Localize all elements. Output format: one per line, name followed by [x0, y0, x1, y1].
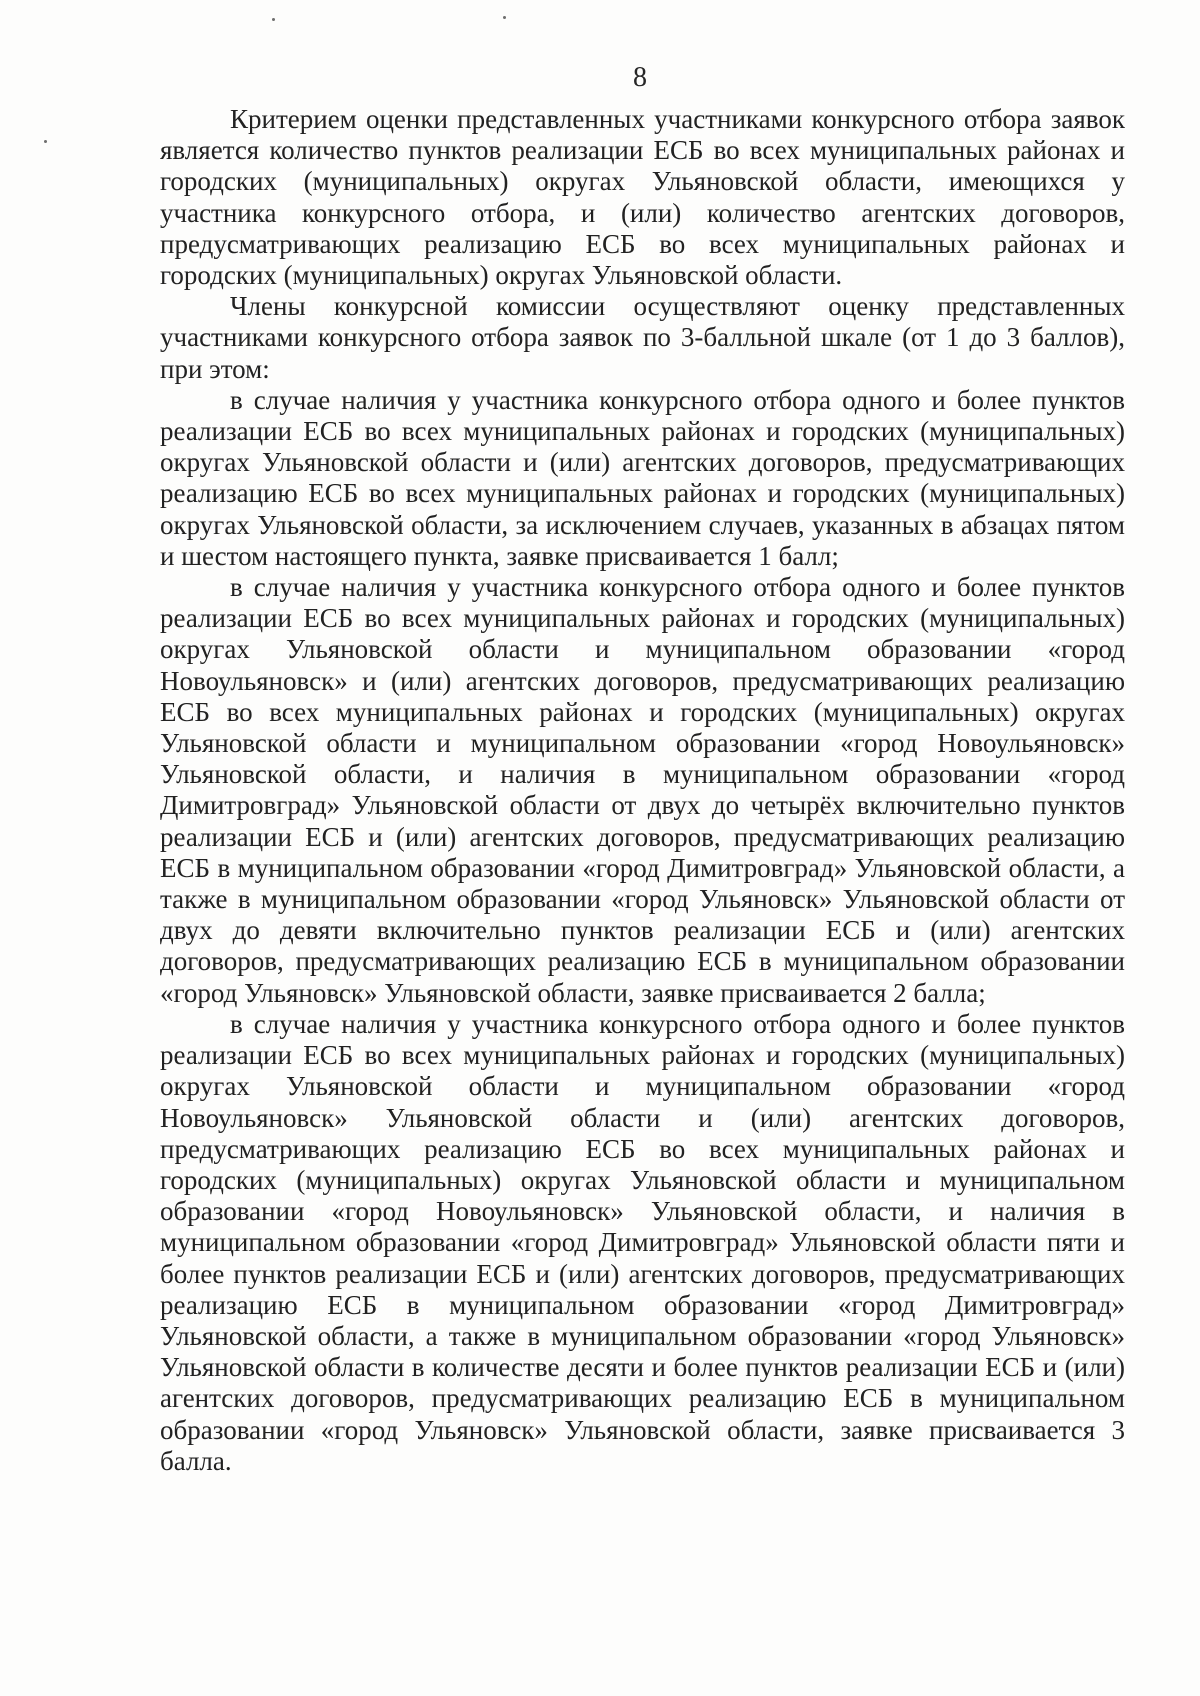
scan-speck — [272, 18, 275, 21]
scan-speck — [44, 140, 47, 143]
document-body — [160, 104, 1125, 1477]
paragraph-evaluation-criterion: Критерием оценки представленных участниками конкурсного отбора заявок является количество пунктов реализации ЕСБ во всех муниципальных районах и городских (муниципальных) округах Ульяновской области, имеющихся у участника конкурсного отбора, и (или) количество агентских договоров, предусматривающих реализацию ЕСБ во всех муниципальных районах и городских (муниципальных) округах Ульяновской области. — [160, 104, 1125, 291]
paragraph-score-3: в случае наличия у участника конкурсного отбора одного и более пунктов реализации ЕСБ во всех муниципальных районах и городских (муниципальных) округах Ульяновской области и муниципальном образовании «город Новоульяновск» Ульяновской области и (или) агентских договоров, предусматривающих реализацию ЕСБ во всех муниципальных районах и городских (муниципальных) округах Ульяновской области и муниципальном образовании «город Новоульяновск» Ульяновской области, и наличия в муниципальном образовании «город Димитровград» Ульяновской области пяти и более пунктов реализации ЕСБ и (или) агентских договоров, предусматривающих реализацию ЕСБ в муниципальном образовании «город Димитровград» Ульяновской области, а также в муниципальном образовании «город Ульяновск» Ульяновской области в количестве десяти и более пунктов реализации ЕСБ и (или) агентских договоров, предусматривающих реализацию ЕСБ в муниципальном образовании «город Ульяновск» Ульяновской области, заявке присваивается 3 балла. — [160, 1008, 1125, 1476]
scan-speck — [503, 16, 506, 19]
paragraph-score-2: в случае наличия у участника конкурсного отбора одного и более пунктов реализации ЕСБ во всех муниципальных районах и городских (муниципальных) округах Ульяновской области и муниципальном образовании «город Новоульяновск» и (или) агентских договоров, предусматривающих реализацию ЕСБ во всех муниципальных районах и городских (муниципальных) округах Ульяновской области и муниципальном образовании «город Новоульяновск» Ульяновской области, и наличия в муниципальном образовании «город Димитровград» Ульяновской области от двух до четырёх включительно пунктов реализации ЕСБ и (или) агентских договоров, предусматривающих реализацию ЕСБ в муниципальном образовании «город Димитровград» Ульяновской области, а также в муниципальном образовании «город Ульяновск» Ульяновской области от двух до девяти включительно пунктов реализации ЕСБ и (или) агентских договоров, предусматривающих реализацию ЕСБ в муниципальном образовании «город Ульяновск» Ульяновской области, заявке присваивается 2 балла; — [160, 572, 1125, 1008]
page-number: 8 — [633, 62, 647, 93]
paragraph-scoring-scale: Члены конкурсной комиссии осуществляют оценку представленных участниками конкурсного отбора заявок по 3-балльной шкале (от 1 до 3 баллов), при этом: — [160, 291, 1125, 384]
paragraph-score-1: в случае наличия у участника конкурсного отбора одного и более пунктов реализации ЕСБ во всех муниципальных районах и городских (муниципальных) округах Ульяновской области и (или) агентских договоров, предусматривающих реализацию ЕСБ во всех муниципальных районах и городских (муниципальных) округах Ульяновской области, за исключением случаев, указанных в абзацах пятом и шестом настоящего пункта, заявке присваивается 1 балл; — [160, 384, 1125, 571]
